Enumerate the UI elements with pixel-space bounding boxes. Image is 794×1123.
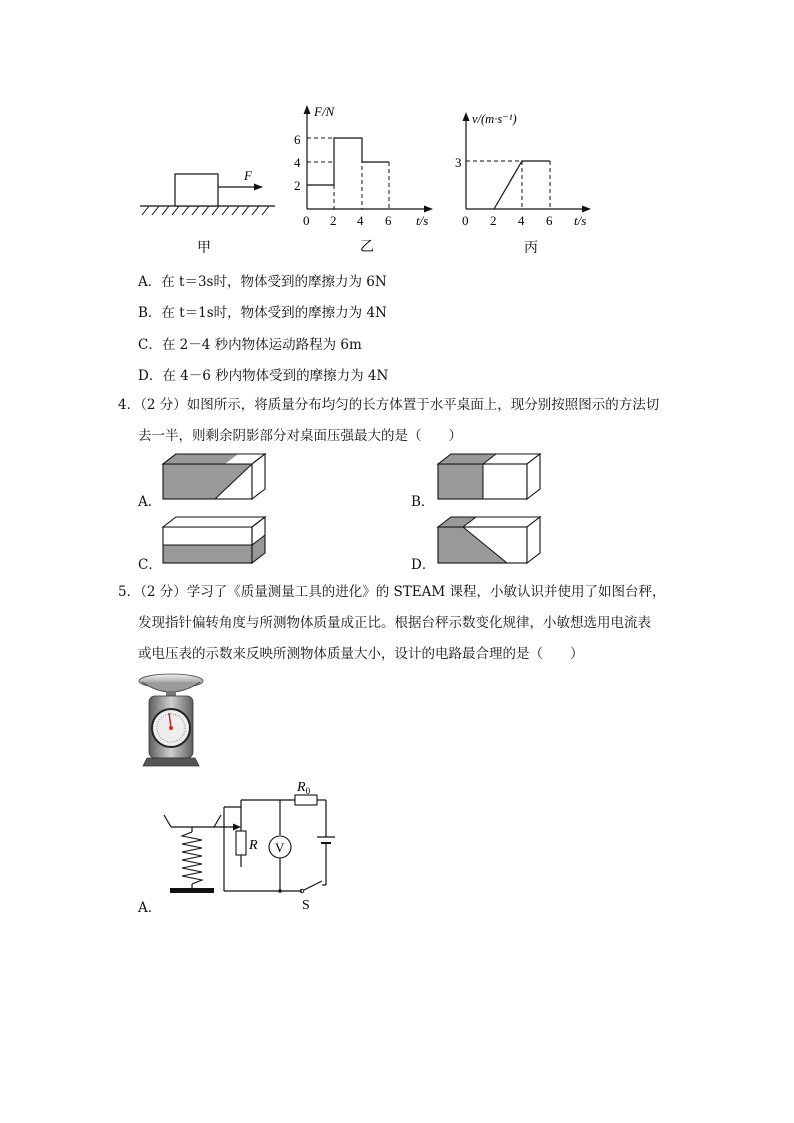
box-figure-b [435, 453, 547, 503]
xtick-label: 0 [303, 213, 310, 228]
q4-label-c: C． [138, 557, 162, 573]
ylabel: v/(m·s⁻¹) [472, 112, 517, 126]
force-line [307, 138, 389, 185]
q5-stem-line3: 或电压表的示数来反映所测物体质量大小，设计的电路最合理的是（ ） [138, 646, 584, 662]
force-label: F [244, 168, 252, 183]
ytick-label: 6 [294, 132, 301, 147]
caption-jia: 甲 [197, 241, 211, 255]
chart-velocity-time [448, 105, 608, 260]
q5-stem-line1: 5．（2 分）学习了《质量测量工具的进化》的 STEAM 课程，小敏认识并使用了如图台秤， [118, 584, 666, 600]
xtick-label: 2 [490, 213, 497, 228]
xtick-label: 4 [518, 213, 525, 228]
spring-base [170, 888, 214, 893]
switch-label: S [302, 898, 310, 913]
q4-label-d: D． [411, 557, 436, 573]
resistor-r0 [295, 795, 317, 805]
q3-option-a: A．在 t＝3s时，物体受到的摩擦力为 6N [138, 274, 387, 290]
ytick-label: 2 [294, 178, 301, 193]
box-figure-c [160, 515, 272, 567]
q5-stem-line2: 发现指针偏转角度与所测物体质量成正比。根据台秤示数变化规律，小敏想选用电流表 [138, 615, 651, 631]
r0-label: $R_0$ [297, 780, 311, 796]
block [175, 174, 218, 206]
q3-option-b: B．在 t＝1s时，物体受到的摩擦力为 4N [138, 305, 387, 321]
rheostat [236, 831, 246, 855]
q5-label-a: A． [138, 900, 162, 916]
chart-force-time [290, 98, 450, 258]
q4-stem-line2: 去一半，则剩余阴影部分对桌面压强最大的是（ ） [138, 428, 462, 444]
xtick-label: 0 [462, 213, 469, 228]
q3-option-d: D．在 4－6 秒内物体受到的摩擦力为 4N [138, 368, 389, 384]
q3-option-c: C．在 2－4 秒内物体运动路程为 6m [138, 337, 362, 353]
ytick-label: 4 [294, 155, 301, 170]
rheostat-label: R [249, 838, 258, 853]
voltmeter-label: V [275, 840, 285, 855]
xlabel: t/s [416, 213, 429, 228]
caption-bing: 丙 [524, 241, 538, 256]
box-figure-a [160, 453, 272, 503]
xlabel: t/s [574, 213, 587, 228]
q4-label-a: A． [138, 494, 162, 510]
switch [304, 881, 322, 890]
xtick-label: 2 [330, 213, 337, 228]
xtick-label: 6 [546, 213, 553, 228]
q4-label-b: B． [411, 494, 435, 510]
xtick-label: 4 [357, 213, 364, 228]
ylabel: F/N [314, 104, 335, 119]
kitchen-scale-image [133, 672, 209, 768]
caption-yi: 乙 [360, 240, 374, 255]
ytick-label: 3 [455, 155, 462, 170]
xtick-label: 6 [385, 213, 392, 228]
box-figure-d [435, 515, 547, 567]
q4-stem-line1: 4．（2 分）如图所示，将质量分布均匀的长方体置于水平桌面上，现分别按照图示的方法切 [118, 397, 660, 413]
figure-jia [135, 155, 285, 255]
circuit-diagram-a [160, 775, 360, 915]
